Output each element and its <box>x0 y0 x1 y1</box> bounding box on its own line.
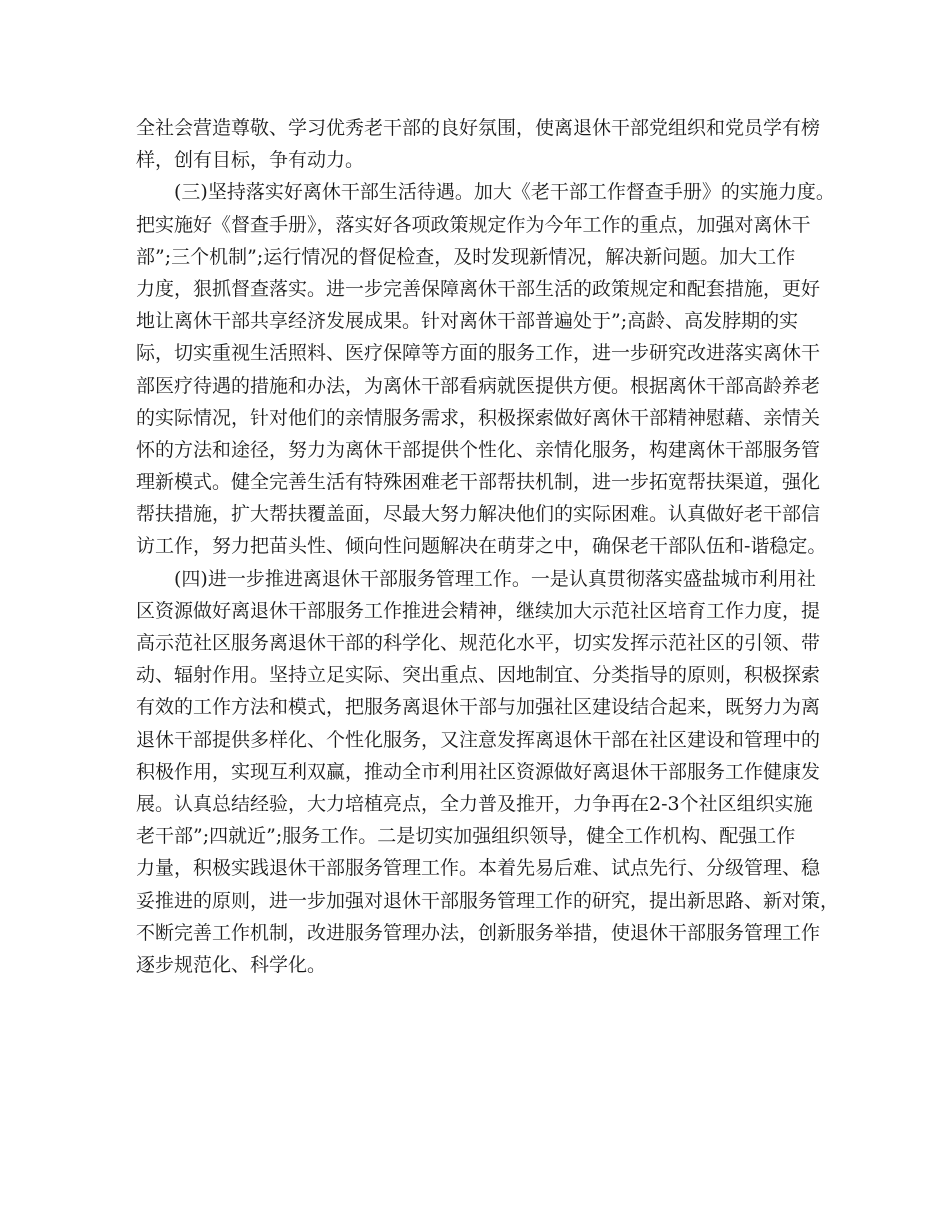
document-body <box>136 112 840 981</box>
text-line: 展。认真总结经验，大力培植亮点，全力普及推开，力争再在2-3个社区组织实施 <box>136 792 813 815</box>
text-line: 地让离休干部共享经济发展成果。针对离休干部普遍处于”;高龄、高发脖期的实 <box>136 310 799 333</box>
text-line: 力量，积极实践退休干部服务管理工作。本着先易后难、试点先行、分级管理、稳 <box>136 857 821 880</box>
text-line: 不断完善工作机制，改进服务管理办法，创新服务举措，使退休干部服务管理工作 <box>136 921 821 944</box>
text-line: 样，创有目标，争有动力。 <box>136 149 365 172</box>
text-line: 积极作用，实现互利双赢，推动全市利用社区资源做好离退休干部服务工作健康发 <box>136 760 821 783</box>
text-line: 退休干部提供多样化、个性化服务，又注意发挥离退休干部在社区建设和管理中的 <box>136 728 821 751</box>
paragraph-section-3 <box>136 176 835 562</box>
text-line: 力度，狠抓督查落实。进一步完善保障离休干部生活的政策规定和配套措施，更好 <box>136 277 821 300</box>
text-line: 际，切实重视生活照料、医疗保障等方面的服务工作，进一步研究改进落实离休干 <box>136 342 821 365</box>
text-line: 区资源做好离退休干部服务工作推进会精神，继续加大示范社区培育工作力度，提 <box>136 599 821 622</box>
text-line: 逐步规范化、科学化。 <box>136 953 327 976</box>
paragraph-section-4 <box>136 563 840 981</box>
text-line: 部”;三个机制”;运行情况的督促检查，及时发现新情况，解决新问题。加大工作 <box>136 245 796 268</box>
text-line: 妥推进的原则，进一步加强对退休干部服务管理工作的研究，提出新思路、新对策， <box>136 889 840 912</box>
text-line: 全社会营造尊敬、学习优秀老干部的良好氛围，使离退休干部党组织和党员学有榜 <box>136 117 821 139</box>
text-line: 部医疗待遇的措施和办法，为离休干部看病就医提供方便。根据离休干部高龄养老 <box>136 374 821 397</box>
text-line: 帮扶措施，扩大帮扶覆盖面，尽最大努力解决他们的实际困难。认真做好老干部信 <box>136 503 821 526</box>
text-line: 访工作，努力把苗头性、倾向性问题解决在萌芽之中，确保老干部队伍和-谐稳定。 <box>136 535 827 558</box>
text-line: (三)坚持落实好离休干部生活待遇。加大《老干部工作督查手册》的实施力度。 <box>174 181 835 204</box>
text-line: 有效的工作方法和模式，把服务离退休干部与加强社区建设结合起来，既努力为离 <box>136 696 821 719</box>
text-line: 把实施好《督查手册》，落实好各项政策规定作为今年工作的重点，加强对离休干 <box>136 213 811 236</box>
text-line: 理新模式。健全完善生活有特殊困难老干部帮扶机制，进一步拓宽帮扶渠道，强化 <box>136 471 821 494</box>
paragraph-continuation <box>136 112 821 176</box>
text-line: 高示范社区服务离退休干部的科学化、规范化水平，切实发挥示范社区的引领、带 <box>136 632 821 654</box>
text-line: 的实际情况，针对他们的亲情服务需求，积极探索做好离休干部精神慰藉、亲情关 <box>136 406 821 429</box>
text-line: 动、辐射作用。坚持立足实际、突出重点、因地制宜、分类指导的原则，积极探索 <box>136 664 821 687</box>
text-line: 老干部”;四就近”;服务工作。二是切实加强组织领导，健全工作机构、配强工作 <box>136 825 796 848</box>
text-line: 怀的方法和途径，努力为离休干部提供个性化、亲情化服务，构建离休干部服务管 <box>136 438 821 461</box>
text-line: (四)进一步推进离退休干部服务管理工作。一是认真贯彻落实盛盐城市利用社 <box>174 567 816 590</box>
